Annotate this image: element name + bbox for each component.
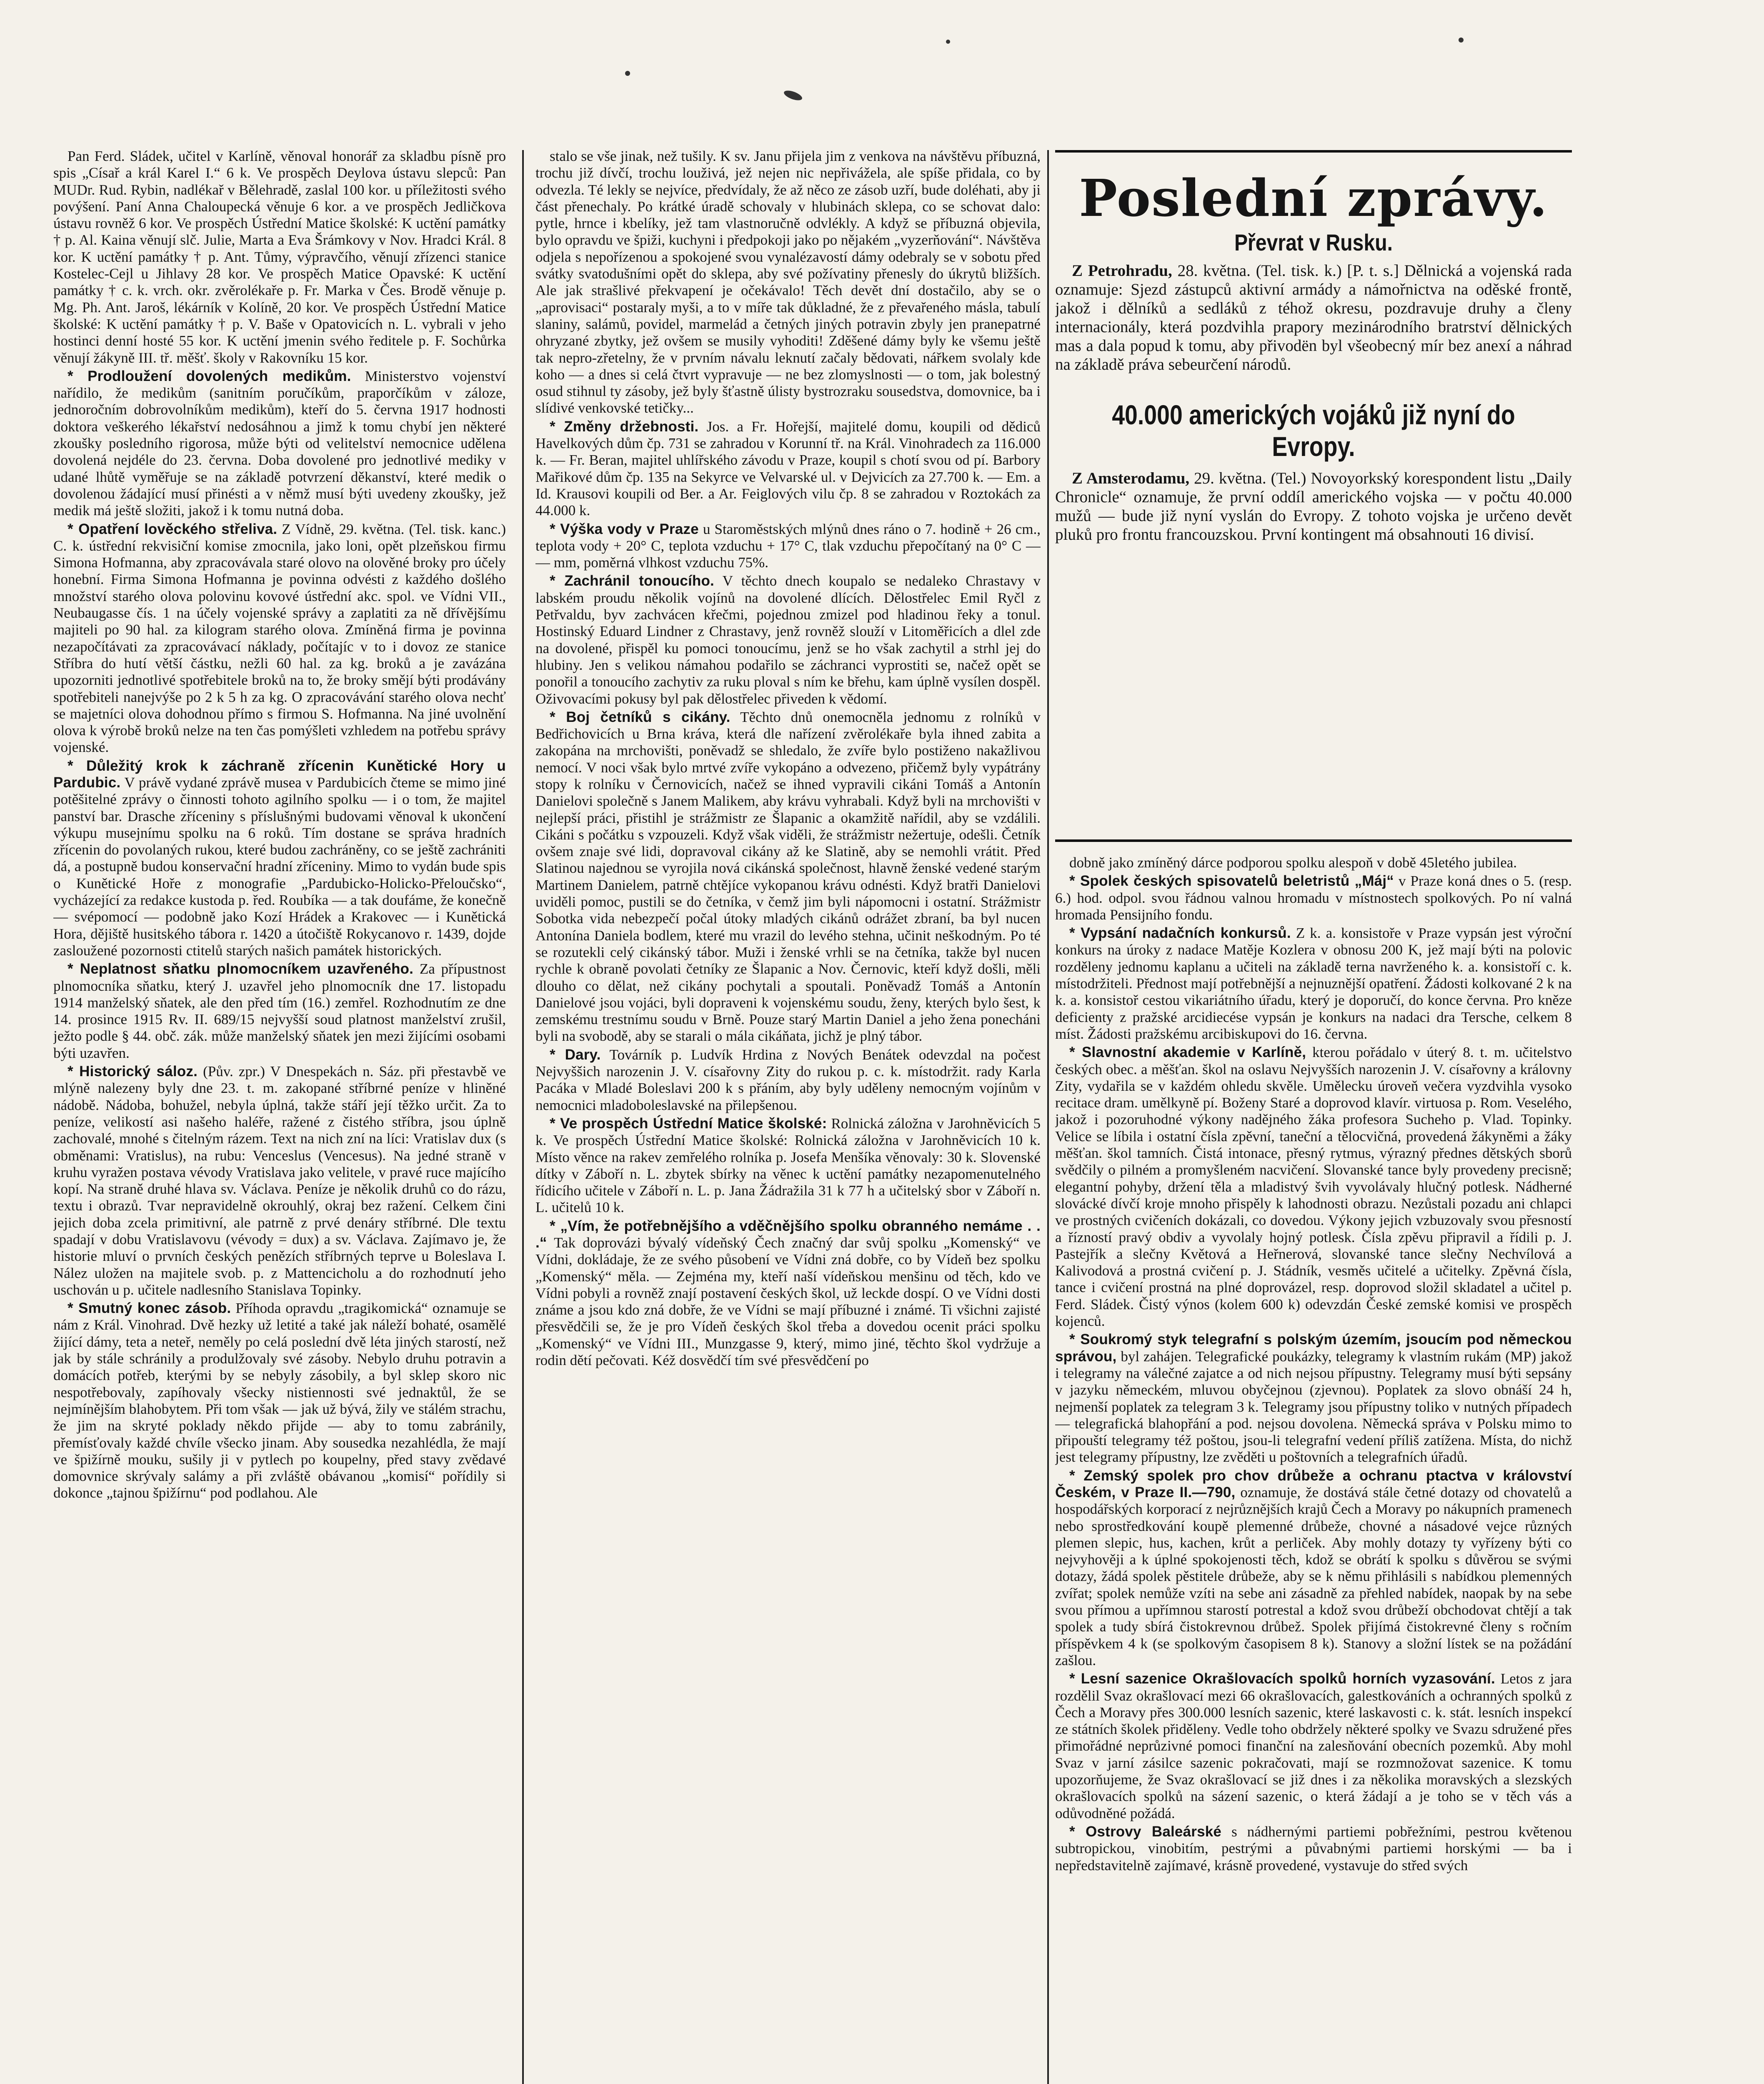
news-item-heading: * Neplatnost sňatku plnomocníkem uzavřeného. [68, 961, 414, 977]
news-item [1055, 1331, 1572, 1465]
news-item [53, 148, 506, 366]
news-item [1055, 925, 1572, 1042]
column-rule [522, 150, 524, 2084]
news-item-heading: * Výška vody v Praze [550, 521, 699, 537]
news-item-text: v Praze koná dnes o 5. (resp. 6.) hod. odpol. svou řádnou valnou hromadu v místnostech spolkových. Po ní valná hromada Pensijního fondu. [1055, 873, 1572, 923]
print-speck [946, 40, 950, 44]
article-column-3 [1055, 854, 1572, 2084]
news-item-text: V právě vydané zprávě musea v Pardubicích čteme se mimo jiné potěšitelné zprávy o činnosti tohoto agilního spolku — i o tom, že majitel panství bar. Drasche zříceniny s příslušnými budovami věnoval k ukončení výkupu musejnímu spolku na 6 roků. Tím dostane se správa hradních zřícenin do povolaných rukou, které budou zachráněny, co se ještě zachrániti dá, a postupně budou konservační hradní zříceniny. Mimo to vydán bude spis o Kunětické Hoře z monografie „Pardubicko-Holicko-Přeloučsko“, vycházející za redakce kustoda p. řed. Roubíka — a tak doufáme, že konečně — svépomocí — podobně jako Kozí Hrádek a Krakovec — i Kunětická Hora, dějiště husitského tábora r. 1420 a útočiště Rokycanovo r. 1439, dojde zasloužené pozornosti ctitelů starých našich památek historických. [53, 774, 506, 959]
news-item-text: Továrník p. Ludvík Hrdina z Nových Benátek odevzdal na počest Nejvyššich narozenin J. V. císařovny Zity do rukou p. c. k. místodržit. rady Karla Pacáka v Mladé Boleslavi 200 k s přáním, aby byly uděleny nemocným vojínům v nemocnici mladoboleslavské na přilepšenou. [535, 1046, 1041, 1113]
news-item-heading: * Opatření lověckého střeliva. [68, 521, 278, 537]
news-item [535, 1218, 1041, 1369]
news-item [53, 1300, 506, 1502]
latest-news-box [1055, 150, 1572, 842]
news-item-text: Pan Ferd. Sládek, učitel v Karlíně, věnoval honorář za skladbu písně pro spis „Císař a král Karel I.“ 6 k. Ve prospěch Deylova ústavu slepců: Pan MUDr. Rud. Rybin, nadlékař v Bělehradě, zaslal 100 kor. u příležitosti svého povýšení. Paní Anna Chaloupecká věnuje 6 kor. a ve prospěch Jedličkova ústavu rovněž 6 kor. Ve prospěch Ústřední Matice školské: K uctění památky † p. Al. Kaina věnují slč. Julie, Marta a Eva Šrámkovy v Nov. Hradci Král. 8 kor. K uctění památky † p. Ant. Tůmy, výpravčího, věnují zřízenci stanice Kostelec-Cejl u Jihlavy 28 kor. Ve prospěch Matice Opavské: K uctění památky † c. k. vrch. okr. zvěrolékaře p. Fr. Marka v Čes. Brodě věnuje p. Mg. Ph. Ant. Jaroš, lékárník v Kolíně, 20 kor. Ve prospěch Ústřední Matice školské: K uctění památky † p. V. Baše v Opatovicích n. L. vybrali v jeho hostinci denní hosté 55 kor. K uctění jmenin svého ředitele p. F. Sochůrka věnují žákyně III. tř. měšť. školy v Rakovníku 15 kor. [53, 148, 506, 366]
news-item-text: u Staroměstských mlýnů dnes ráno o 7. hodině + 26 cm., teplota vody + 20° C, teplota vzduchu + 17° C, tlak vzduchu přepočítaný na 0° C — — mm, poměrná vlhkost vzduchu 75%. [535, 521, 1041, 571]
paragraph-text: 28. května. (Tel. tisk. k.) [P. t. s.] Dělnická a vojenská rada oznamuje: Sjezd zástupců aktivní armády a námořnictva na oděské frontě, jakož i dělníků a sedláků z téhož okresu, pozdravuje druhy a členy internacionály, která pozdvihla prapory mezinárodního bratrství dělnických mas a dala popud k tomu, aby přivodën byl všeobecný mír bez anexí a náhrad na základě práva sebeurčení národů. [1055, 262, 1572, 373]
print-speck [625, 71, 630, 76]
dateline: Z Petrohradu, [1072, 262, 1172, 280]
news-item-text: (Pův. zpr.) V Dnespekách n. Sáz. při přestavbě ve mlýně nalezeny byly dne 23. t. m. zakopané stříbrné peníze v hliněné nádobě. Nádoba, bohužel, nebyla úplná, takže stáří její těžko určit. Za to peníze, velikostí asi našeho haléře, ražené z čistého stříbra, jsou úplně zachovalé, mnohé s čitelným rázem. Text na nich zní na líci: Vratislav dux (s obměnami: Vratislus), na rubu: Venceslus (Vencesus). Na jedné straně v kruhu vyražen postava vévody Vratislava jako velitele, v pravé ruce majícího kopí. Na straně druhé hlava sv. Václava. Peníze je několik druhů co do rázu, textu i obrazů. Tvar nepravidelně okrouhlý, okraj bez ražení. Celkem čini jejich doba zcela primitivní, ale patrně z prvé denáry stříbrné. Dle textu spadají v dobu Vratislavovu (vévody = dux) a sv. Václava. Zajímavo je, že historie mluví o prvních českých penězích stříbrných teprve u Boleslava I. Nález uložen na majitele svob. p. z Mattencicholu a do rozhodnutí jeho uschován u p. učitele nadlesního Stanislava Topinky. [53, 1063, 506, 1298]
news-item [1055, 1824, 1572, 1874]
news-item-text: Jos. a Fr. Hořejší, majitelé domu, koupili od dědiců Havelkových dům čp. 731 se zahradou v Korunní tř. na Král. Vinohradech za 116.000 k. — Fr. Beran, majitel uhlířského závodu v Praze, koupil s chotí svou od pí. Barbory Mařikové dům čp. 135 na Sekyrce ve Velvarské ul. v Dejvicích za 27.700 k. — Em. a Id. Krausovi koupili od Ber. a Ar. Feiglových vilu čp. 8 se zahradou v Roztokách za 44.000 k. [535, 418, 1041, 519]
news-item-heading: * Zachránil tonoucího. [550, 573, 714, 589]
article-column-1 [53, 148, 506, 2084]
news-item [53, 368, 506, 519]
news-item-heading: * Vypsání nadačních konkursů. [1069, 925, 1291, 942]
column-rule [1047, 150, 1049, 2084]
news-item-heading: * Ve prospěch Ústřední Matice školské: [550, 1115, 827, 1132]
news-item [1055, 854, 1572, 871]
news-item-heading: * Boj četníků s cikány. [550, 709, 731, 725]
news-item [53, 758, 506, 959]
news-item-text: Příhoda opravdu „tragikomická“ oznamuje se nám z Král. Vinohrad. Dvě hezky už letité a také jak náleží bohaté, osamělé žijící dámy, teta a neteř, neměly po celá poslední dvě léta jiných starostí, než jak by stále schránily a produlžovaly své zásoby. Nebylo druhu potravin a domácích potřeb, kterými by se nebyly zásobily, a byl sklep skoro nic nespotřebovaly, zapíhovaly všecky nistiennosti své jednaktůl, že se nejmínějším blahobytem. Při tom však — jak už bývá, žily ve stálém strachu, že jim na skryté poklady někdo přijde — aby to tomu zabránily, přemísťovaly každé chvíle všecko jinam. Aby sousedka nezahlédla, že mají ve špižírně mouku, sušily ji v pytlech po koupelny, před stavy zvědavé domovnice skrývaly salámy a při zvláště obávanou „komisí“ pořídily si dokonce „tajnou špižírnu“ pod podlahou. Ale [53, 1300, 506, 1501]
news-item [1055, 1671, 1572, 1822]
news-item-heading: * Historický sáloz. [68, 1063, 198, 1080]
news-item-text: oznamuje, že dostává stále četné dotazy od chovatelů a hospodářských korporací z nejrůznějších krajů Čech a Moravy po nákupních pramenech nebo sprostředkování koupě plemenné drůbeže, chovné a násadové vejce různých plemen slepic, hus, kachen, krůt a perliček. Aby mohly dotazy ty vyřízeny býti co nejvyhověji a k úplné spokojenosti těch, kdož se obrátí k spolku s důvěrou se svými dotazy, žádá spolek pěstitele drůbeže, aby se k němu přihlásili s nabídkou plemenných zvířat; spolek nemůže vzíti na sebe ani zásadně za přehled nabídek, naopak by na sebe svou přímou a upřímnou starostí potrestal a kdož svou drůbeží obchodovat chtějí a tak spolek a tudy sbírá čistokrevnou drůbež. Spolek přijímá čistokrevné členy s ročním příspěvkem 4 k (se spolkovým časopisem 8 k). Stanovy a složní lístek se na požádání zašlou. [1055, 1484, 1572, 1668]
news-item-text: Těchto dnů onemocněla jednomu z rolníků v Bedřichovicích u Brna kráva, která dle nařízení zvěrolékaře byla ihned zabita a zakopána na mrchovišti, poněvadž se shledalo, že zvíře bylo postiženo nakažlivou nemocí. V noci však bylo mrtvé zvíře vykopáno a odvezeno, přičemž byly vypátrány stopy k rolníku v Černovicích, načež se ihned vypravili cikáni Tomáš a Antonín Danielovi společně s Janem Malikem, aby krávu vyhrabali. Když byli na mrchovišti v nejlepší práci, přistihl je strážmistr ze Šlapanic a okamžitě nařídil, aby se vzdálili. Cikáni s počátku s vzpouzeli. Když však viděli, že strážmistr nežertuje, odešli. Četník ovšem znaje své lidi, dopravoval cikány až ke Slatině, aby se nemohli vrátit. Před Slatinou najednou se vyrojila nová cikánská společnost, hlavně ženské vedené starým Martinem Danielem, patrně chtějíce vykopanou krávu odnésti. Když bratři Danielovi uviděli pomoc, pustili se do četníka, v čemž jim byli nápomocni i ostatní. Strážmistr Sobotka vida nebezpečí počal útoky mladých cikánů odrážet zbraní, ba byl nucen Antonína Daniela bodlem, které mu vrazil do levého stehna, učinit neškodným. Po té se rozutekli celý cikánský tábor. Muži i ženské vrhli se na četníka, takže byl nucen rychle k obraně povolati četníky ze Šlapanic a Nov. Černovic, kteří když došli, měli dlouho co dělat, než cikány pochytali a spoutali. Poněvadž Tomáš a Antonín Danielové jsou vojáci, byli dopraveni k vojenskému soudu, ženy, kterých bylo šest, k zemskému trestnímu soudu v Brně. Pouze starý Martin Daniel a jeho žena ponecháni byli na svobodě, aby se starali o mála cikáňata, jichž je plný tábor. [535, 709, 1041, 1045]
news-item [535, 573, 1041, 707]
news-item-text: Tak doprovázi bývalý vídeňský Čech značný dar svůj spolku „Komenský“ ve Vídni, dokládaje, že ze svého působení ve Vídni zná dobře, co by Vídeň bez spolku „Komenský“ měla. — Zejména my, kteří naší vídeňskou menšinu od těch, kdo ve Vídni pobyli a rovněž znají postavení českých škol, už leckde dospí. O ve Vídni dosti známe a jsou kdo zná dobře, že ve Vídni se mají příbuzné i známé. Ti všichni zajisté přesvědčili se, že je pro Vídeň českých škol třeba a dovedou ocenit práci spolku „Komenský“ ve Vídni III., Munzgasse 9, který, mimo jiné, těchto škol vydržuje a rodin dětí pečovati. Kéž dosvědčí tím své přesvědčení po [535, 1235, 1041, 1369]
news-item [535, 1047, 1041, 1114]
latest-news-title: Poslední zprávy. [1079, 168, 1548, 228]
russia-coup-text [1055, 261, 1572, 374]
news-item-text: kterou pořádalo v úterý 8. t. m. učitelstvo českých obec. a měšťan. škol na oslavu Nejvyšších narozenin J. V. císařovny a královny Zity, vydařila se v každém ohledu skvěle. Umělecku úroveň večera vyzdvihla vysoko recitace dram. umělkyně pí. Boženy Staré a doprovod klavír. virtuosa p. Rom. Veselého, jakož i pozoruhodné výkony nadějného žáka profesora Sucheho p. Vlad. Topinky. Velice se líbila i ostatní čísla zpěvní, taneční a tělocvičná, provedená žákyněmi a žáky měšťan. škol tamních. Čistá intonace, přesný rytmus, výrazný přednes dětských sborů svědčily o pilném a promyšleném nacvičení. Slovanské tance byly provedeny precisně; elegantní pohyby, držení těla a mladistvý švih vyvolávaly hlučný potlesk. Nádherné slovácké dívčí kroje mnoho přispěly k lahodnosti obrazu. Nezůstali pozadu ani chlapci ve prostných cvičeních dokázali, co dovedou. Výkony jejich vzbuzovaly svou přesností a řízností pravý obdiv a vyvolaly hojný potlesk. Čísla zpěvu připravil a řídili p. J. Pastejřík a slečny Květová a Heřnerová, slovanské tance slečny Nechvílová a Kalivodová a prostná cvičení p. J. Stádník, vesměs učitelé a učitelky. Zpěvná čísla, tance i cvičení prostná na plné doprovázel, resp. doprovod složil skladatel a učitel p. Ferd. Sládek. Čistý výnos (kolem 600 k) odevzdán České zemské komisi ve prospěch kojenců. [1055, 1044, 1572, 1330]
box-top-rule [1055, 150, 1572, 153]
news-item-text: Z k. a. konsistoře v Praze vypsán jest výroční konkurs na úroky z nadace Matěje Kozlera v obnosu 200 K, jež mají býti na polovic rozděleny jednomu kaplanu a učiteli na základě terna navrženého k. a. konsistoří c. k. místodržiteli. Přednost mají potřebnější a nejnuznější opatření. Žádosti kolkované 2 k na k. a. konsistoř cestou vikariátního úřadu, který je doporučí, do konce června. Pro kněze deficienty z pražské arcidiecése vypsán je konkurs na nadaci dra Tersche, celkem 8 míst. Žádosti pražskému arcibiskupovi do 16. června. [1055, 925, 1572, 1042]
print-speck [1459, 38, 1464, 43]
news-item [53, 521, 506, 756]
news-item [1055, 1044, 1572, 1330]
news-item-text: s nádhernými partiemi pobřežními, pestrou květenou subtropickou, vinobitím, pestrými a půvabnými partiemi horskými — ba i nepředstavitelně zajímavé, krásně provedené, vystavuje do střed svých [1055, 1823, 1572, 1874]
news-item-text: dobně jako zmíněný dárce podporou spolku alespoň v době 45letého jubilea. [1069, 854, 1517, 871]
dateline: Z Amsterodamu, [1072, 469, 1190, 487]
news-item-heading: * Slavnostní akademie v Karlíně, [1069, 1044, 1306, 1061]
news-item-text: Ministerstvo vojenství nařídilo, že medikům (sanitním poručíkům, praporčíkům v záloze, jednoročním dobrovolníkům medikům), kteří do 5. června 1917 hodnosti doktora veškerého lékařství nedosáhnou a jimž k tomu chybí jen některé zkoušky posledního rigorosa, může býti od velitelství nemocnice udělena dovolená nejdéle do 23. června. Doba dovolené pro jednotlivé mediky v udané lhůtě vyměřuje se na základě potvrzení děkanství, které medik o dovolenou žádající musí přinésti a v němž musí býti uvedeny zkoušky, jež medik má ještě složiti, jakož i k tomu nutná doba. [53, 368, 506, 519]
news-item [535, 148, 1041, 417]
news-item [53, 1063, 506, 1298]
news-item-heading: * Smutný konec zásob. [68, 1300, 231, 1317]
news-item-text: Letos z jara rozdělil Svaz okrašlovací mezi 66 okrašlovacích, galestkováních a ochranných spolků z Čech a Moravy přes 300.000 lesních sazenic, které laskavosti c. k. stát. lesních inspekcí ze státních školek přiděleny. Vedle toho obdržely některé spolky ve Svazu sdružené přes přimořádné neprůzivné pomoci finanční na zalesňování obecních pozemků. Aby mohl Svaz v jarní zásilce sazenic pokračovati, mají se rozmnožovat sazenice. K tomu upozorňujeme, že Svaz okrašlovací se již dnes i za několika moravských a slezských okrašlovacích spolků na sázení sazenic, o která žádají a je toho se v těch vás a odůvodněné požádá. [1055, 1671, 1572, 1821]
news-item-heading: * Prodloužení dovolených medikům. [68, 368, 351, 384]
american-troops-text [1055, 469, 1572, 544]
news-item-heading: * Dary. [550, 1046, 601, 1063]
news-item [1055, 1468, 1572, 1669]
news-item-heading: * Ostrovy Baleárské [1069, 1823, 1222, 1840]
news-item-text: stalo se vše jinak, než tušily. K sv. Janu přijela jim z venkova na návštěvu příbuzná, trochu již dívčí, trochu louživá, jež nejen nic nepřivážela, ale spíše přidala, co by odvezla. Té lekly se nejvíce, předvídaly, že až něco ze zásob uzří, bude doléhati, aby ji část přenechaly. Po krátké úradě schovaly v hlubinách sklepa, co se schovat dalo: pytle, hrnce i kbelíky, jež tam vlastnoručně odvlékly. A když se příbuzná objevila, bylo opravdu ve špiži, kuchyni i předpokoji jako po nějakém „vyzerňování“. Návštěva odjela s nepořízenou a spokojené svou vynalézavostí dámy odebraly se v sobotu před svátky svatodušními opět do sklepa, aby své požívatiny přenesly do úkrytů bližších. Ale jak strašlivé překvapení je očekávalo! Těch devět dní dostačilo, aby se o „aprovisaci“ postaraly myši, a to v míře tak důkladné, že z převařeného másla, tabulí slaniny, salámů, povidel, marmelád a četných jiných potravin zbyly jen pranepatrné ohryzané zbytky, jež ovšem se musily vyhoditi! Zděšené dámy byly ke všemu ještě tak nepro-zřetelny, že v prvním návalu leknutí začaly bědovati, nářkem svolaly kde koho — a dnes si celá čtvrt vypravuje — ne bez zlomyslnosti — o tom, jak bolestný osud stihnul ty zásoby, jež byly šťastně úlisty bystrozraku sousedstva, domovnice, ba i slídivé venkovské tetičky... [535, 148, 1041, 416]
news-item-text: V těchto dnech koupalo se nedaleko Chrastavy v labském proudu několik vojínů na dovolené dlících. Dělostřelec Emil Ryčl z Petřvaldu, byv zachvácen křečmi, pojednou zmizel pod hladinou řeky a tonul. Hostinský Eduard Lindner z Chrastavy, jenž rovněž slouží v Litoměřicích a dlel zde na dovolené, přispěl ku pomoci tonoucímu, jenž se ho však zachytil a strhl jej do hlubiny. Jen s velikou námahou podařilo se záchranci vyprostiti se, načež opět se ponořil a tonoucího zachytiv za ruku ploval s ním ke břehu, kam úplně vysílen dospěl. Oživovacími pokusy byl pak dělostřelec přiveden k vědomí. [535, 573, 1041, 707]
news-item [53, 961, 506, 1062]
news-item-heading: * Spolek českých spisovatelů beletristů „Máj“ [1069, 873, 1394, 889]
news-item-heading: * Soukromý styk telegrafní s polským územím, jsoucím pod německou správou, [1055, 1331, 1572, 1365]
box-bottom-rule [1055, 839, 1572, 842]
news-item [535, 709, 1041, 1045]
news-item-heading: * Zemský spolek pro chov drůbeže a ochranu ptactva v království Českém, v Praze II.—790, [1055, 1467, 1572, 1500]
american-troops-heading: 40.000 amerických vojáků již nyní do Evropy. [1112, 399, 1515, 462]
paragraph-text: 29. května. (Tel.) Novoyorkský korespondent listu „Daily Chronicle“ oznamuje, že první oddíl amerického vojska — v počtu 40.000 mužů — bude již nyní vyslán do Evropy. Z tohoto vojska je určeno devět pluků pro frontu francouzskou. První kontingent má obsahnouti 16 divisí. [1055, 469, 1572, 544]
news-item-text: byl zahájen. Telegrafické poukázky, telegramy k vlastním rukám (MP) jakož i telegramy na válečné zajatce a od nich nejsou přípustny. Telegramy musí býti sepsány v jazyku německém, mluvou obyčejnou (zjevnou). Poplatek za slovo obnáší 24 h, nejmenší poplatek za telegram 3 k. Telegramy jsou přípustny toliko v nutných případech — telegrafická blahopřání a pod. nejsou dovolena. Německá správa v Polsku mimo to připouští telegramy též poštou, jsou-li telegrafní vedení příliš zatížena. Místa, do nichž jest telegramy přípustny, lze zvěděti u poštovních a telegrafních úřadů. [1055, 1348, 1572, 1465]
news-item [535, 1115, 1041, 1216]
news-item [535, 521, 1041, 571]
news-item-text: Rolnická záložna v Jarohněvicích 5 k. Ve prospěch Ústřední Matice školské: Rolnická záložna v Jarohněvicích 10 k. Místo věnce na rakev zemřelého rolníka p. Josefa Menšíka věnovaly: 30 k. Slovenské dítky v Záboří n. L. zbytek sbírky na věnec k uctění památky nezapomenutelného řídicího učitele v Záboří n. L. p. Jana Žádražila 31 k 77 h a učitelský sbor v Záboří n. L. učitelů 10 k. [535, 1115, 1041, 1216]
news-item [1055, 873, 1572, 923]
news-item-text: Z Vídně, 29. května. (Tel. tisk. kanc.) C. k. ústřední rekvisiční komise zmocnila, jako loni, opět plzeňskou firmu Simona Hofmanna, aby zpracovávala staré olovo na olověné broky pro účely honební. Firma Simona Hofmanna je povinna odvésti z každého došlého množství starého olova polovinu kovové ústřední akc. spol. ve Vídni VII., Neubaugasse čís. 1 na účely vojenské správy a zaplatiti za ně dřívějšímu majiteli po 90 hal. za kilogram starého olova. Zmíněná firma je povinna nezapočítávati za zpracovávací náklady, počítajíc v to i dovoz ze stanice Stříbra do hutí větší částku, nežli 60 hal. za kg. broků a je zavázána upozorniti jednotlivé spotřebitele broků na to, že broky smějí býti prodávány spotřebiteli nanejvýše po 2 k 5 h za kg. O zpracovávání starého olova nechť se majetníci olova dohodnou přímo s firmou S. Hofmanna. Na jiné uvolnění olova k výrobě broků nelze na ten čas pomýšleti vzhledem na potřebu správy vojenské. [53, 521, 506, 756]
news-item-text: Za přípustnost plnomocníka sňatku, který J. uzavřel jeho plnomocník dne 17. listopadu 1914 manželský sňatek, ale den před tím (16.) zemřel. Rozhodnutím ze dne 14. prosince 1915 Rv. II. 689/15 nejvyšší soud platnost manželství zrušil, ježto podle § 44. obč. zák. může manželský sňatek jen mezi žijícími osobami býti uzavřen. [53, 961, 506, 1061]
print-speck [783, 89, 803, 103]
news-item-heading: * Důležitý krok k záchraně zřícenin Kunětické Hory u Pardubic. [53, 757, 506, 791]
news-item-heading: * Změny držebnosti. [550, 418, 699, 435]
article-column-2 [535, 148, 1041, 2084]
news-item-heading: * Lesní sazenice Okrašlovacích spolků horních vyzasování. [1069, 1671, 1495, 1687]
news-item-heading: * „Vím, že potřebnějšího a vděčnějšího spolku obranného nemáme . . .“ [535, 1217, 1041, 1251]
news-item [535, 418, 1041, 519]
russia-coup-heading: Převrat v Rusku. [1234, 229, 1393, 255]
